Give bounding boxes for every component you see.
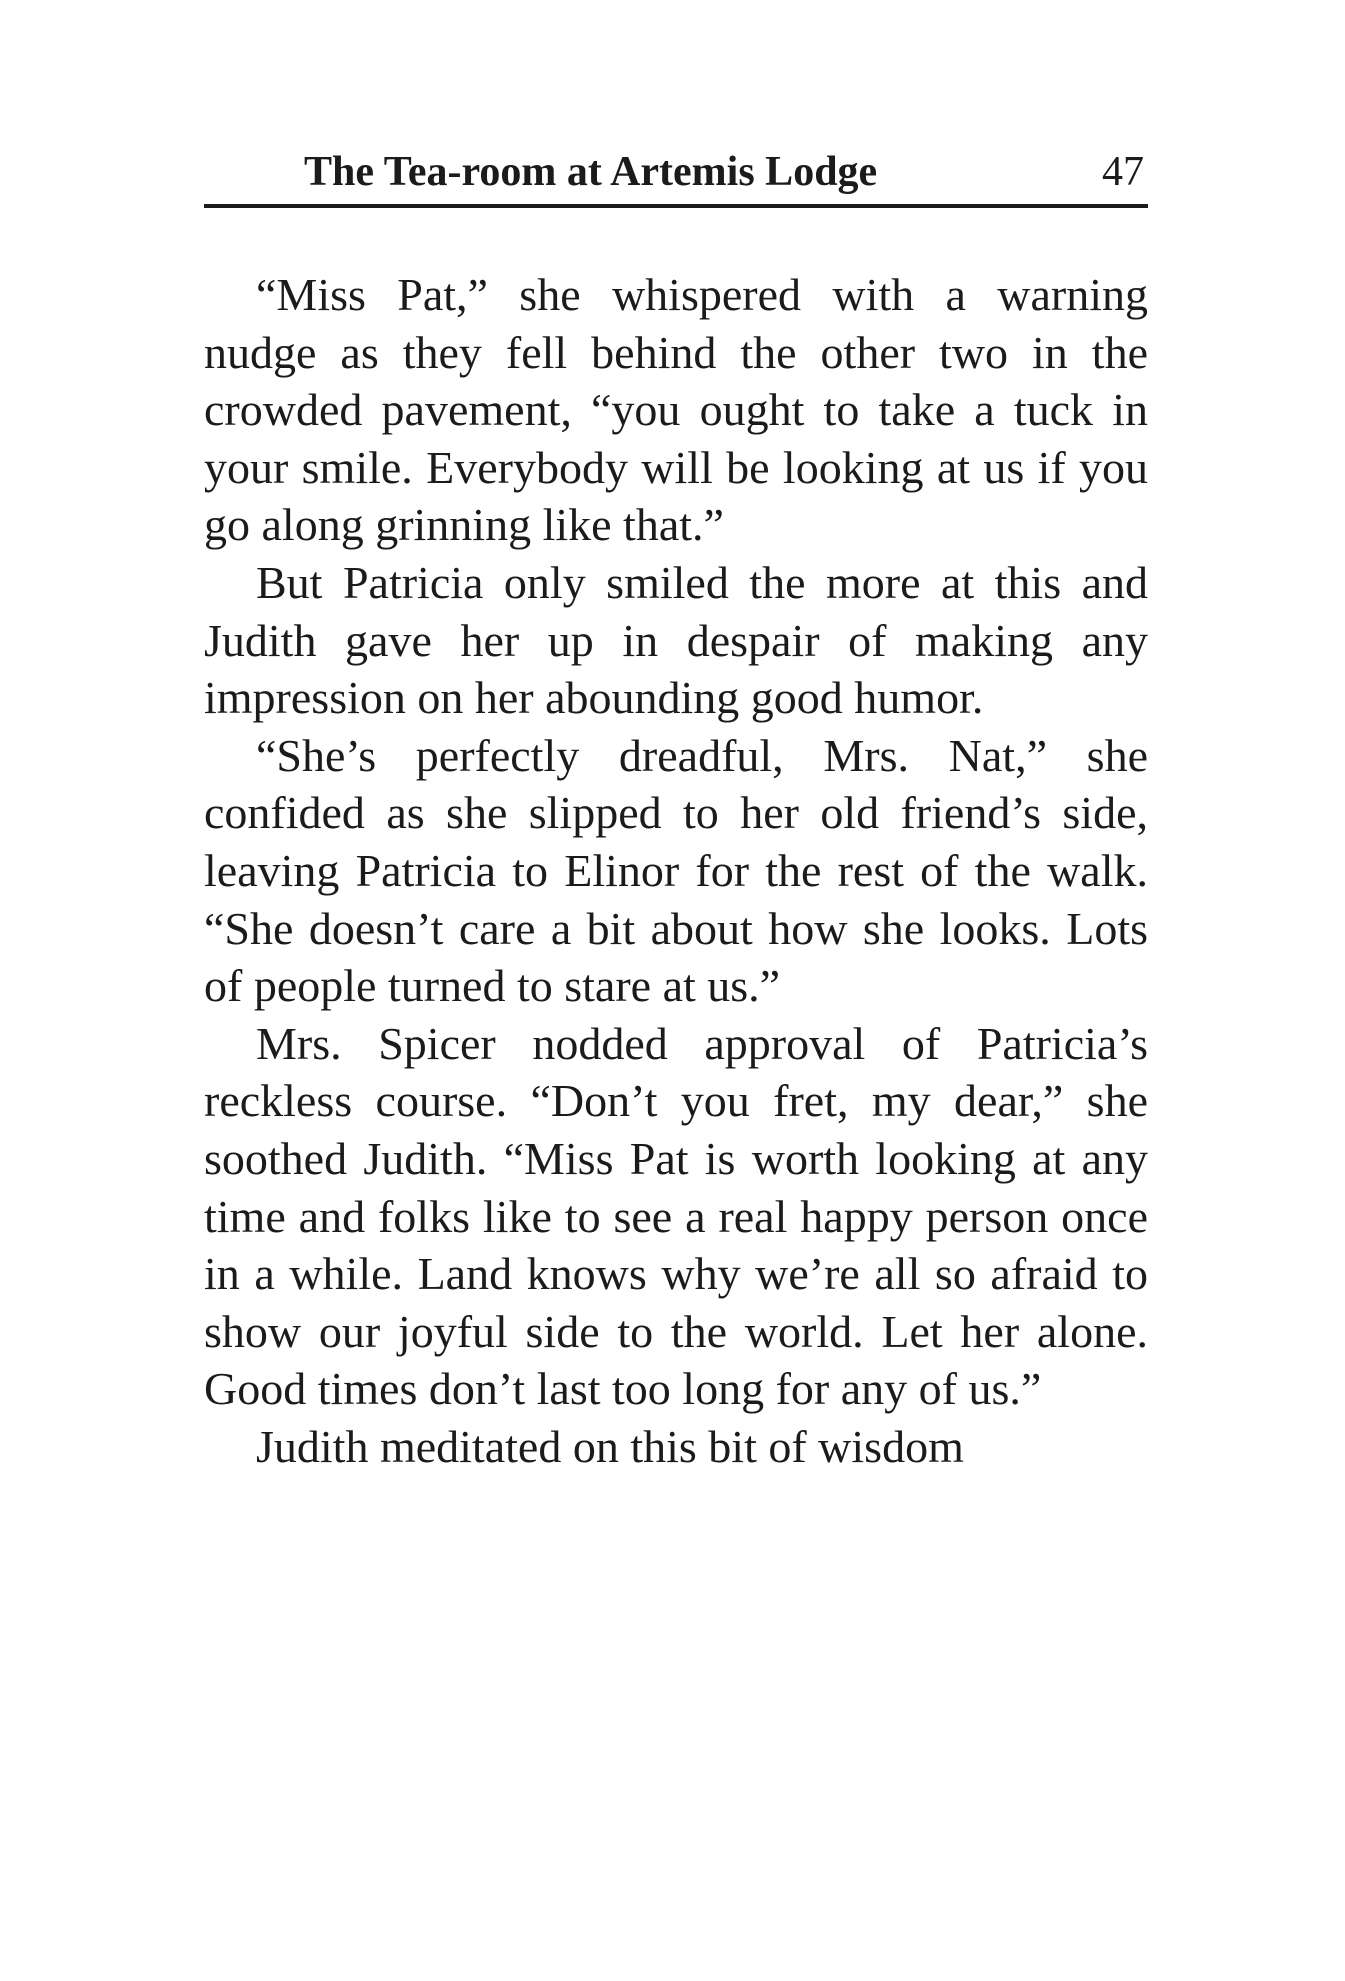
- running-header: [204, 140, 1148, 208]
- paragraph-2: But Patricia only smiled the more at this and Judith gave her up in despair of making any impression on her abounding good humor.: [204, 556, 1148, 724]
- page-number: 47: [1102, 149, 1144, 195]
- paragraph-3: “She’s perfectly dreadful, Mrs. Nat,” she confided as she slipped to her old friend’s side, leaving Patricia to Elinor for the rest of the walk. “She doesn’t care a bit about how she looks. Lots of people turned to stare at us.”: [204, 729, 1148, 1012]
- chapter-title: The Tea-room at Artemis Lodge: [304, 149, 878, 195]
- paragraph-5: Judith meditated on this bit of wisdom: [256, 1420, 964, 1472]
- body-text: [204, 266, 1148, 1475]
- paragraph-4: Mrs. Spicer nodded approval of Patricia’s reckless course. “Don’t you fret, my dear,” she soothed Judith. “Miss Pat is worth looking at any time and folks like to see a real happy person once in a while. Land knows why we’re all so afraid to show our joyful side to the world. Let her alone. Good times don’t last too long for any of us.”: [204, 1017, 1148, 1415]
- paragraph-1: “Miss Pat,” she whispered with a warning nudge as they fell behind the other two in the crowded pavement, “you ought to take a tuck in your smile. Everybody will be looking at us if you go along grinning like that.”: [204, 269, 1148, 551]
